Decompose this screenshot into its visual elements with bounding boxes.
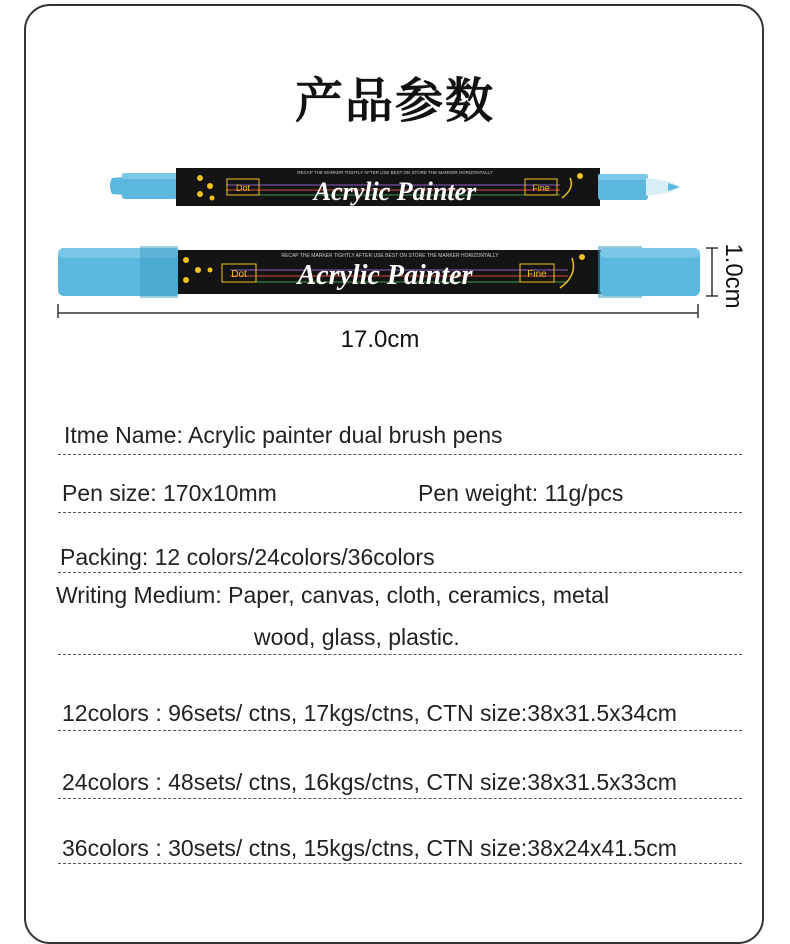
pen-size-text: Pen size: 170x10mm [62, 480, 277, 506]
spec-row-item-name [58, 414, 742, 455]
pen-small-dot-label: Dot [235, 183, 251, 193]
writing-medium-line1: Writing Medium: Paper, canvas, cloth, ceramics, metal [56, 582, 610, 608]
carton-12colors-text: 12colors : 96sets/ ctns, 17kgs/ctns, CTN size:38x31.5x34cm [62, 700, 677, 726]
length-label: 17.0cm [340, 326, 420, 353]
pen-large-dot-label: Dot [231, 269, 247, 280]
pen-small-dot-tip [110, 177, 124, 195]
item-name-text: Itme Name: Acrylic painter dual brush pens [64, 422, 503, 448]
pen-weight-text: Pen weight: 11g/pcs [418, 480, 624, 506]
carton-36colors-text: 36colors : 30sets/ ctns, 15kgs/ctns, CTN size:38x24x41.5cm [62, 835, 677, 861]
spec-row-24colors [58, 762, 742, 799]
diameter-label-box [716, 232, 746, 322]
spec-row-36colors [58, 828, 742, 864]
diameter-label: 1.0cm [720, 243, 747, 309]
pen-small-fine-print: RECAP THE MARKER TIGHTLY AFTER USE BEST ON STORE THE MARKER HORIZONTALLY [297, 170, 493, 175]
spec-row-size-weight [58, 472, 742, 513]
pen-illustration [0, 0, 790, 330]
pen-large-brand: Acrylic Painter [297, 260, 473, 291]
spec-row-12colors [58, 692, 742, 731]
carton-24colors-text: 24colors : 48sets/ ctns, 16kgs/ctns, CTN size:38x31.5x33cm [62, 769, 677, 795]
pen-large-fine-print: RECAP THE MARKER TIGHTLY AFTER USE BEST ON STORE THE MARKER HORIZONTALLY [281, 253, 499, 259]
spec-row-writing-medium [58, 574, 742, 655]
spec-row-packing [58, 538, 742, 573]
pen-large-fine-label: Fine [527, 269, 547, 280]
pen-small-brand: Acrylic Painter [313, 177, 477, 206]
writing-medium-line2: wood, glass, plastic. [254, 624, 460, 650]
length-dimension-line [58, 304, 698, 318]
packing-text: Packing: 12 colors/24colors/36colors [60, 544, 435, 570]
pen-small [110, 168, 680, 206]
pen-small-fine-label: Fine [532, 183, 550, 193]
page-title: 产品参数 [294, 73, 495, 129]
pen-large [58, 246, 700, 298]
